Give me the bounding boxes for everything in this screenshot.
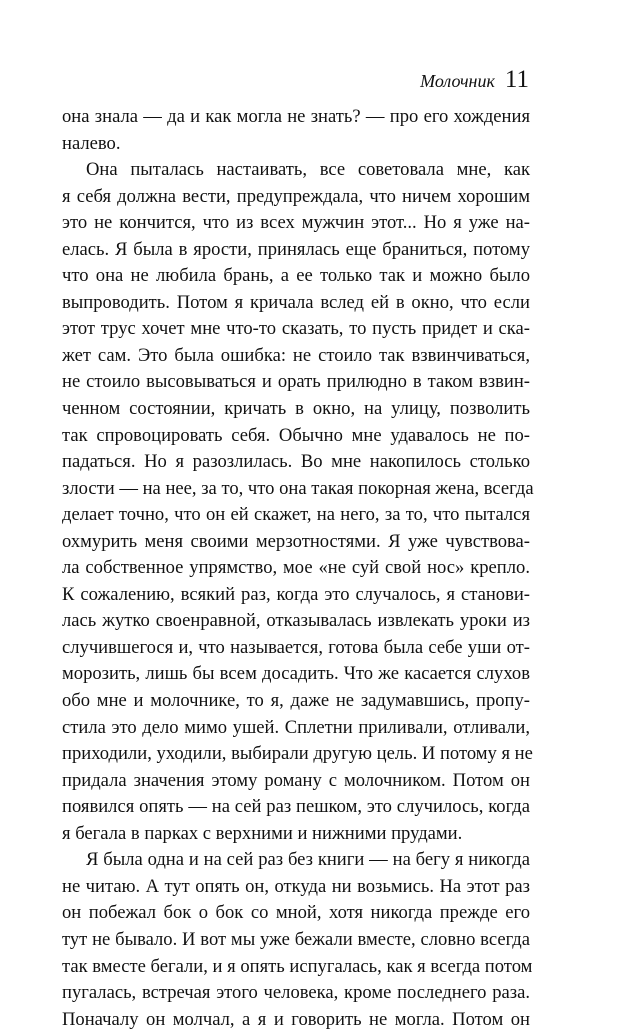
text-line: я себя должна вести, предупреждала, что ничем хорошим: [62, 185, 530, 207]
text-line: падаться. Но я разозлилась. Во мне накопилось столько: [62, 451, 530, 473]
text-line: приходили, уходили, выбирали другую цель. И потому я не: [62, 743, 533, 765]
text-line: ла собственное упрямство, мое «не суй свой нос» крепло.: [62, 557, 530, 579]
text-line: обо мне и молочнике, то я, даже не задумавшись, пропу-: [62, 690, 530, 712]
text-line: Я была одна и на сей раз без книги — на бегу я никогда: [86, 849, 530, 871]
text-line: охмурить меня своими мерзотностями. Я уже чувствова-: [62, 530, 530, 552]
text-line: этот трус хочет мне что-то сказать, то пусть придет и ска-: [62, 318, 530, 340]
text-line: елась. Я была в ярости, принялась еще браниться, потому: [62, 238, 530, 260]
text-line: он побежал бок о бок со мной, хотя никогда прежде его: [62, 902, 530, 924]
running-head-title: Молочник: [420, 71, 495, 91]
text-line: так спровоцировать себя. Обычно мне удавалось не по-: [62, 424, 530, 446]
text-line: стила это дело мимо ушей. Сплетни приливали, отливали,: [62, 716, 530, 738]
text-line: К сожалению, всякий раз, когда это случалось, я станови-: [62, 583, 530, 605]
text-line: это не кончится, что из всех мужчин этот... Но я уже на-: [62, 212, 530, 234]
text-line: появился опять — на сей раз пешком, это случилось, когда: [62, 796, 530, 818]
text-line: так вместе бегали, и я опять испугалась, как я всегда потом: [62, 955, 533, 977]
text-line: выпроводить. Потом я кричала вслед ей в окно, что если: [62, 291, 530, 313]
text-line: налево.: [62, 132, 121, 154]
text-line: пугалась, встречая этого человека, кроме последнего раза.: [62, 982, 530, 1004]
text-line: лась жутко своенравной, отказывалась извлекать уроки из: [62, 610, 530, 632]
text-line: я бегала в парках с верхними и нижними прудами.: [62, 822, 463, 844]
text-line: жет сам. Это была ошибка: не стоило так взвинчиваться,: [62, 344, 530, 366]
text-line: Она пыталась настаивать, все советовала мне, как: [86, 159, 530, 181]
body-text: [62, 104, 534, 1033]
text-line: что она не любила брань, а ее только так и можно было: [62, 265, 530, 287]
text-line: она знала — да и как могла не знать? — про его хождения: [62, 106, 530, 127]
text-line: ченном состоянии, кричать в окно, на улицу, позволить: [62, 398, 530, 420]
text-line: не читаю. А тут опять он, откуда ни возьмись. На этот раз: [62, 875, 530, 897]
text-line: злости — на нее, за то, что она такая покорная жена, всегда: [62, 477, 534, 499]
text-line: тут не бывало. И вот мы уже бежали вместе, словно всегда: [62, 928, 530, 950]
text-line: случившегося и, что называется, готова была себе уши от-: [62, 636, 530, 658]
page-number: 11: [504, 66, 529, 93]
text-line: делает точно, что он ей скажет, на него, за то, что пытался: [62, 504, 530, 526]
text-line: Поначалу он молчал, а я и говорить не могла. Потом он: [62, 1008, 530, 1030]
text-line: придала значения этому роману с молочником. Потом он: [62, 769, 530, 791]
text-line: не стоило высовываться и орать прилюдно в таком взвин-: [62, 371, 530, 393]
running-head: [420, 66, 529, 94]
text-line: морозить, лишь бы всем досадить. Что же касается слухов: [62, 663, 530, 685]
